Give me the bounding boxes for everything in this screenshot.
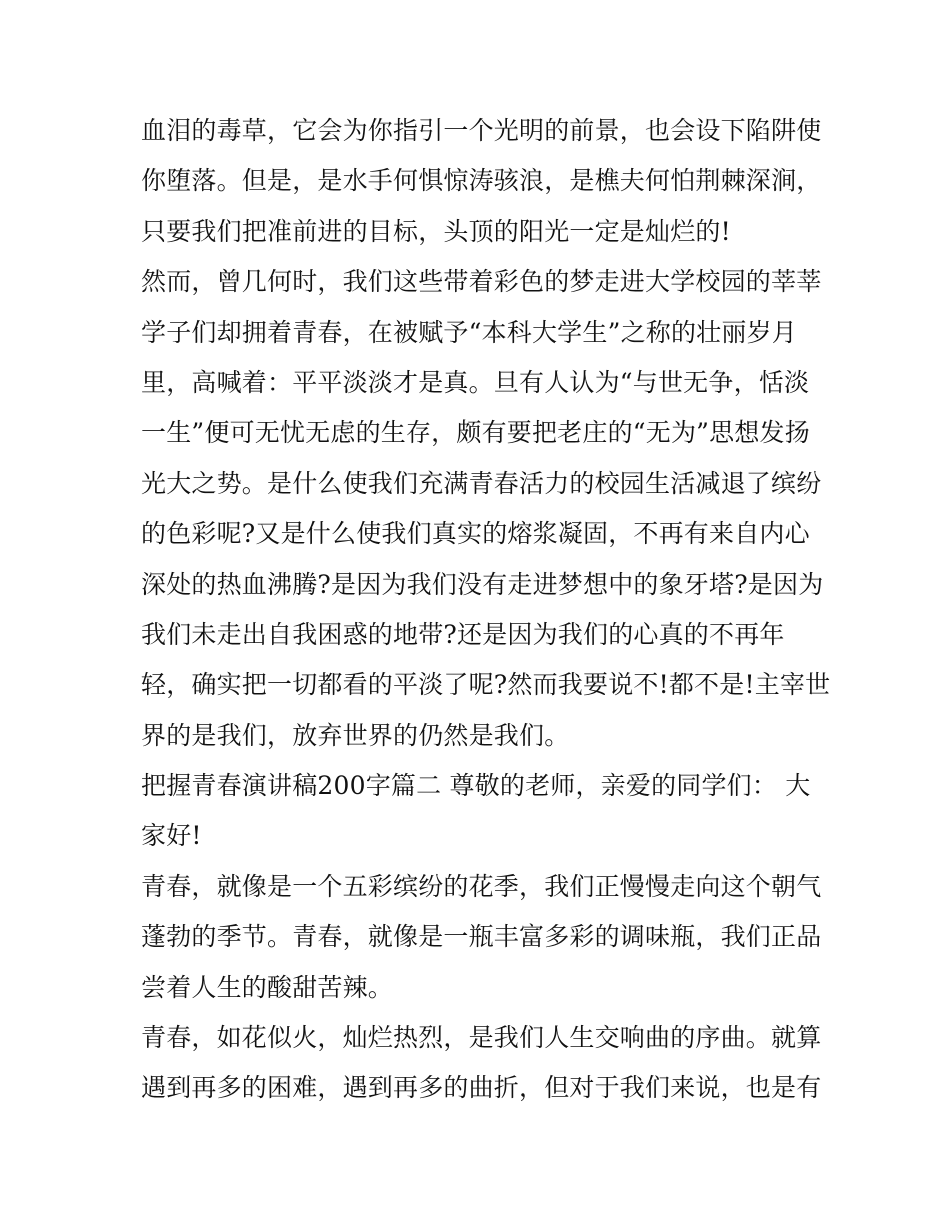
text-line: 尝着人生的酸甜苦辣。 — [141, 972, 394, 1002]
text-line: 学子们却拥着青春，在被赋予“本科大学生”之称的壮丽岁月 — [141, 317, 797, 347]
text-line: 一生”便可无忧无虑的生存，颇有要把老庄的“无为”思想发扬 — [141, 418, 810, 448]
text-line: 轻，确实把一切都看的平淡了呢?然而我要说不!都不是!主宰世 — [141, 670, 831, 700]
text-line: 遇到再多的困难，遇到再多的曲折，但对于我们来说，也是有 — [141, 1073, 822, 1103]
text-line: 然而，曾几何时，我们这些带着彩色的梦走进大学校园的莘莘 — [141, 267, 822, 297]
document-body — [141, 106, 831, 1114]
text-line: 你堕落。但是，是水手何惧惊涛骇浪，是樵夫何怕荆棘深涧， — [141, 166, 822, 196]
text-line: 深处的热血沸腾?是因为我们没有走进梦想中的象牙塔?是因为 — [141, 569, 824, 599]
text-line: 蓬勃的季节。青春，就像是一瓶丰富多彩的调味瓶，我们正品 — [141, 922, 822, 952]
text-line: 只要我们把准前进的目标，头顶的阳光一定是灿烂的! — [141, 216, 731, 246]
text-line: 的色彩呢?又是什么使我们真实的熔浆凝固，不再有来自内心 — [141, 519, 810, 549]
text-line: 里，高喊着：平平淡淡才是真。旦有人认为“与世无争，恬淡 — [141, 367, 810, 397]
text-line: 我们未走出自我困惑的地带?还是因为我们的心真的不再年 — [141, 619, 785, 649]
text-line: 把握青春演讲稿200字篇二 尊敬的老师，亲爱的同学们： 大 — [141, 771, 811, 801]
text-line: 青春，如花似火，灿烂热烈，是我们人生交响曲的序曲。就算 — [141, 1023, 822, 1053]
text-line: 光大之势。是什么使我们充满青春活力的校园生活减退了缤纷 — [141, 468, 822, 498]
text-line: 青春，就像是一个五彩缤纷的花季，我们正慢慢走向这个朝气 — [141, 871, 822, 901]
text-line: 血泪的毒草，它会为你指引一个光明的前景，也会设下陷阱使 — [141, 116, 822, 145]
text-line: 界的是我们，放弃世界的仍然是我们。 — [141, 720, 570, 750]
text-line: 家好! — [141, 821, 202, 851]
